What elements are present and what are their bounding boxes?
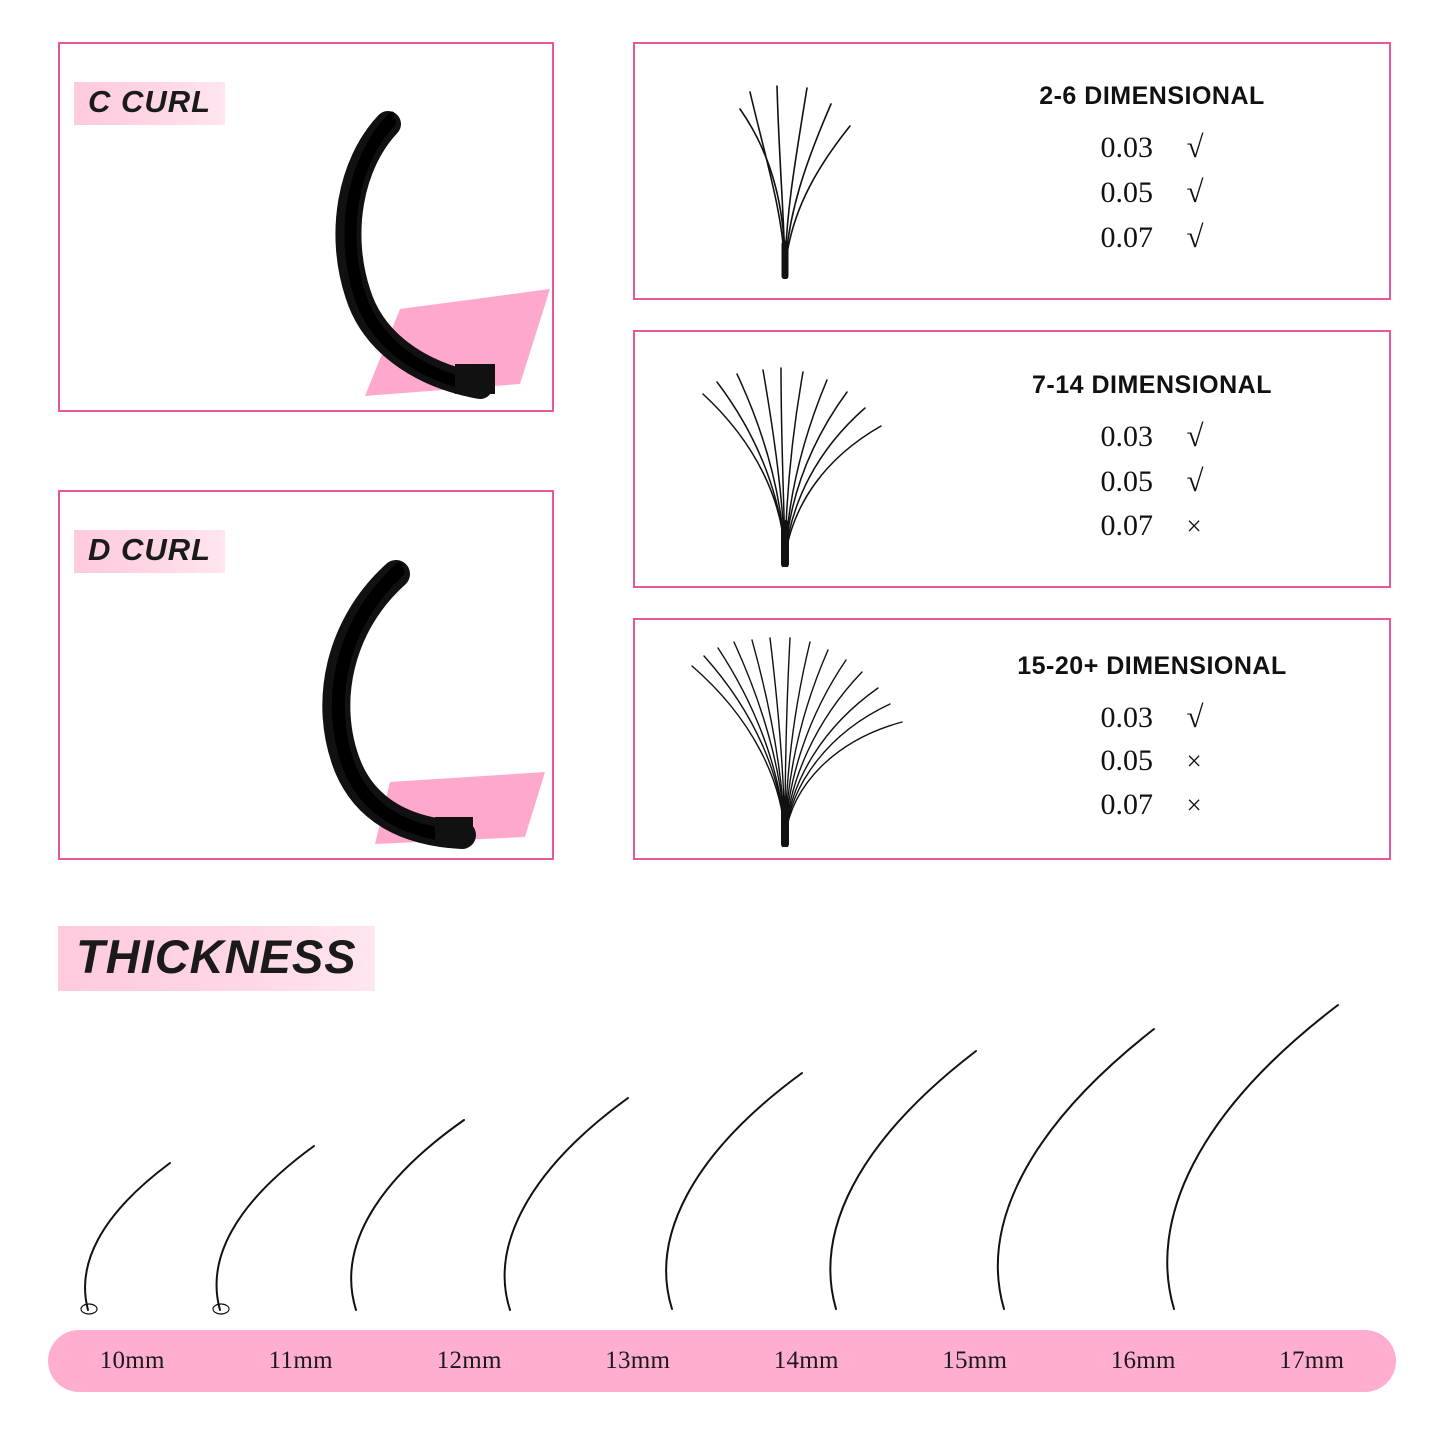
spec-row bbox=[1100, 170, 1203, 215]
c-curl-label: C CURL bbox=[74, 82, 225, 125]
spec-value: 0.07 bbox=[1100, 508, 1153, 542]
d-curl-panel bbox=[58, 490, 554, 860]
spec-list-15-20 bbox=[1100, 695, 1203, 827]
spec-mark-check-icon: √ bbox=[1186, 218, 1204, 254]
spec-value: 0.05 bbox=[1100, 464, 1153, 498]
spec-mark-check-icon: √ bbox=[1186, 417, 1204, 453]
spec-value: 0.05 bbox=[1100, 176, 1153, 210]
length-label-15mm: 15mm bbox=[942, 1347, 1008, 1374]
dimension-title-2-6: 2-6 DIMENSIONAL bbox=[1039, 82, 1265, 111]
length-label-12mm: 12mm bbox=[436, 1347, 502, 1374]
fan-illustration-15-20 bbox=[635, 632, 935, 847]
c-curl-panel bbox=[58, 42, 554, 412]
spec-row bbox=[1100, 459, 1203, 504]
spec-row bbox=[1100, 783, 1203, 827]
spec-row bbox=[1100, 215, 1203, 260]
lash-curve-10mm bbox=[58, 1115, 208, 1315]
thickness-lash-row bbox=[40, 975, 1410, 1315]
length-label-13mm: 13mm bbox=[605, 1347, 671, 1374]
spec-mark-cross-icon: × bbox=[1186, 789, 1202, 820]
spec-row bbox=[1100, 739, 1203, 783]
length-label-14mm: 14mm bbox=[773, 1347, 839, 1374]
dimension-title-7-14: 7-14 DIMENSIONAL bbox=[1032, 370, 1272, 399]
length-scale-bar bbox=[48, 1330, 1396, 1392]
lash-curve-12mm bbox=[322, 1080, 502, 1315]
spec-mark-check-icon: √ bbox=[1186, 174, 1204, 210]
spec-row bbox=[1100, 125, 1203, 170]
lash-curve-17mm bbox=[1138, 981, 1378, 1315]
spec-list-2-6 bbox=[1100, 125, 1203, 260]
dimension-title-15-20: 15-20+ DIMENSIONAL bbox=[1017, 651, 1287, 680]
spec-mark-cross-icon: × bbox=[1186, 746, 1202, 777]
spec-mark-check-icon: √ bbox=[1186, 698, 1204, 734]
spec-row bbox=[1100, 414, 1203, 459]
spec-row bbox=[1100, 695, 1203, 740]
c-curl-illustration bbox=[200, 84, 550, 404]
spec-value: 0.07 bbox=[1100, 220, 1153, 254]
spec-value: 0.03 bbox=[1100, 700, 1153, 734]
thickness-title: THICKNESS bbox=[58, 926, 375, 991]
fan-illustration-2-6 bbox=[635, 64, 935, 279]
d-curl-illustration bbox=[200, 532, 550, 852]
dimension-panel-15-20 bbox=[633, 618, 1391, 860]
spec-row bbox=[1100, 504, 1203, 548]
spec-value: 0.05 bbox=[1100, 744, 1153, 778]
spec-value: 0.03 bbox=[1100, 131, 1153, 165]
d-curl-label: D CURL bbox=[74, 530, 225, 573]
length-label-11mm: 11mm bbox=[268, 1347, 333, 1374]
length-label-10mm: 10mm bbox=[99, 1347, 165, 1374]
spec-value: 0.03 bbox=[1100, 419, 1153, 453]
length-label-16mm: 16mm bbox=[1110, 1347, 1176, 1374]
length-label-17mm: 17mm bbox=[1279, 1347, 1345, 1374]
spec-mark-check-icon: √ bbox=[1186, 129, 1204, 165]
spec-mark-check-icon: √ bbox=[1186, 462, 1204, 498]
dimension-panel-7-14 bbox=[633, 330, 1391, 588]
spec-mark-cross-icon: × bbox=[1186, 510, 1202, 541]
fan-illustration-7-14 bbox=[635, 352, 935, 567]
dimension-panel-2-6 bbox=[633, 42, 1391, 300]
spec-list-7-14 bbox=[1100, 414, 1203, 547]
spec-value: 0.07 bbox=[1100, 787, 1153, 821]
